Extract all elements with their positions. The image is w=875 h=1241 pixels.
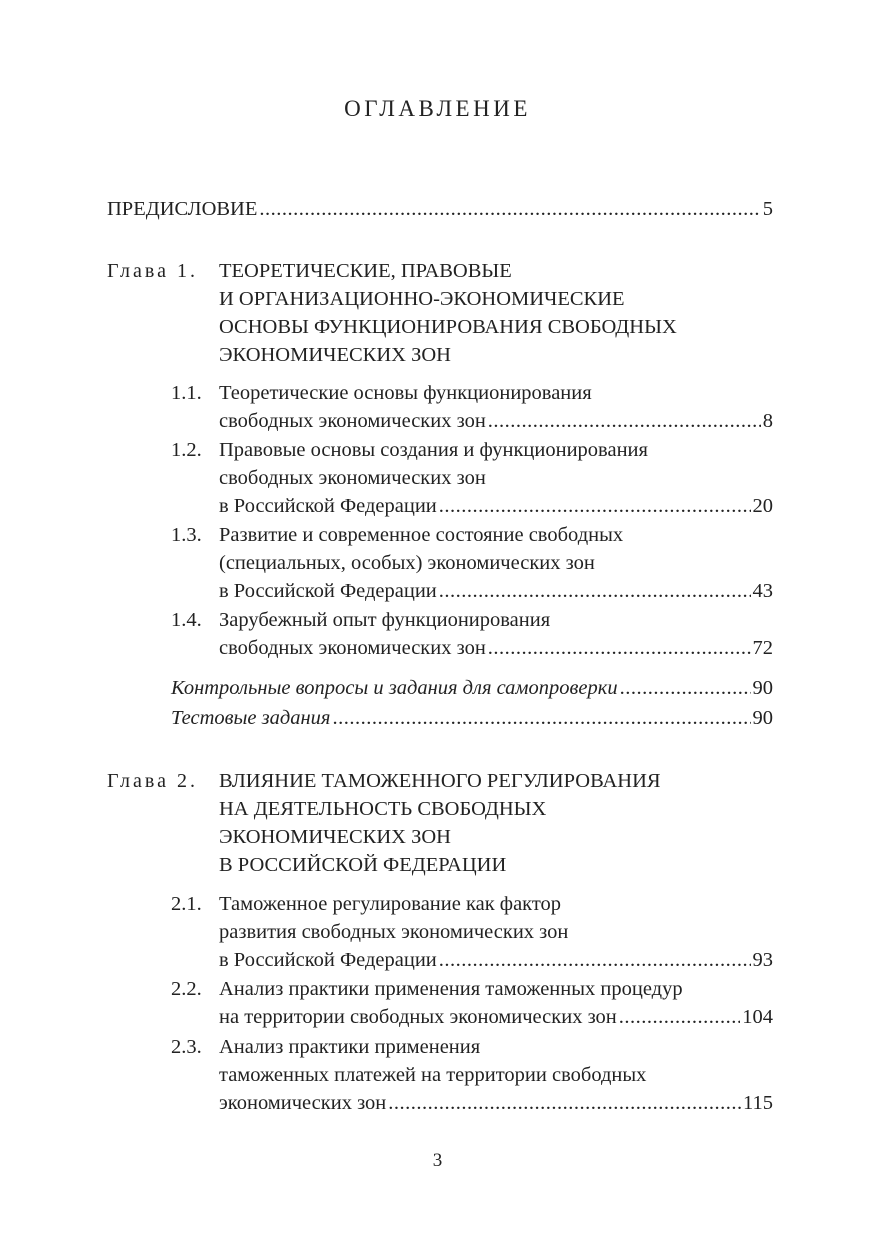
section-number: 1.2. xyxy=(171,439,202,461)
leader-dots xyxy=(488,634,751,662)
toc-entry-2-2[interactable]: Анализ практики применения таможенных процедур на территории свободных экономических зон ..... 104 xyxy=(219,975,773,1031)
leader-dots xyxy=(259,195,760,223)
toc-entry-1-4[interactable]: Зарубежный опыт функционирования свободных экономических зон ..... 72 xyxy=(219,606,773,662)
page-number: 3 xyxy=(432,1150,443,1171)
leader-dots xyxy=(488,407,761,435)
leader-dots xyxy=(439,492,751,520)
toc-entry-1-1[interactable]: Теоретические основы функционирования свободных экономических зон ..... 8 xyxy=(219,379,773,435)
page-title: ОГЛАВЛЕНИЕ xyxy=(344,96,531,121)
section-number: 2.2. xyxy=(171,978,202,1000)
toc-entry-test-tasks[interactable]: Тестовые задания ..... 90 xyxy=(171,704,773,732)
toc-page-number: 90 xyxy=(752,677,773,699)
toc-page-number: 72 xyxy=(752,637,773,659)
chapter-1-label: Глава 1. xyxy=(107,260,198,282)
toc-entry-2-1[interactable]: Таможенное регулирование как фактор развития свободных экономических зон в Российской Федерации ..... 93 xyxy=(219,890,773,974)
leader-dots xyxy=(620,674,751,702)
leader-dots xyxy=(439,946,751,974)
toc-page-number: 90 xyxy=(752,707,773,729)
toc-entry-text: ПРЕДИСЛОВИЕ xyxy=(107,198,258,220)
toc-page-number: 8 xyxy=(762,410,773,432)
section-number: 1.1. xyxy=(171,382,202,404)
toc-entry-1-2[interactable]: Правовые основы создания и функционирования свободных экономических зон в Российской Федерации ..... 20 xyxy=(219,436,773,520)
leader-dots xyxy=(388,1089,741,1117)
toc-entry-review-questions[interactable]: Контрольные вопросы и задания для самопроверки ..... 90 xyxy=(171,674,773,702)
section-number: 1.3. xyxy=(171,524,202,546)
toc-page-number: 104 xyxy=(742,1006,773,1028)
toc-page-number: 20 xyxy=(752,495,773,517)
leader-dots xyxy=(619,1003,740,1031)
leader-dots xyxy=(439,577,751,605)
toc-entry-2-3[interactable]: Анализ практики применения таможенных платежей на территории свободных экономических зон ..... 115 xyxy=(219,1033,773,1117)
toc-entry-1-3[interactable]: Развитие и современное состояние свободных (специальных, особых) экономических зон в Российской Федерации ..... 43 xyxy=(219,521,773,605)
leader-dots xyxy=(332,704,750,732)
section-number: 1.4. xyxy=(171,609,202,631)
chapter-1-title[interactable]: ТЕОРЕТИЧЕСКИЕ, ПРАВОВЫЕ И ОРГАНИЗАЦИОННО-ЭКОНОМИЧЕСКИЕ ОСНОВЫ ФУНКЦИОНИРОВАНИЯ СВОБОДНЫХ ЭКОНОМИЧЕСКИХ ЗОН xyxy=(219,260,677,366)
section-number: 2.1. xyxy=(171,893,202,915)
chapter-2-label: Глава 2. xyxy=(107,770,198,792)
toc-page-number: 5 xyxy=(762,198,773,220)
toc-page-number: 93 xyxy=(752,949,773,971)
toc-entry-preface[interactable] xyxy=(107,195,773,223)
toc-page-number: 43 xyxy=(752,580,773,602)
chapter-2-title[interactable]: ВЛИЯНИЕ ТАМОЖЕННОГО РЕГУЛИРОВАНИЯ НА ДЕЯТЕЛЬНОСТЬ СВОБОДНЫХ ЭКОНОМИЧЕСКИХ ЗОН В РОССИЙСКОЙ ФЕДЕРАЦИИ xyxy=(219,770,661,876)
toc-page-number: 115 xyxy=(743,1092,773,1114)
section-number: 2.3. xyxy=(171,1036,202,1058)
